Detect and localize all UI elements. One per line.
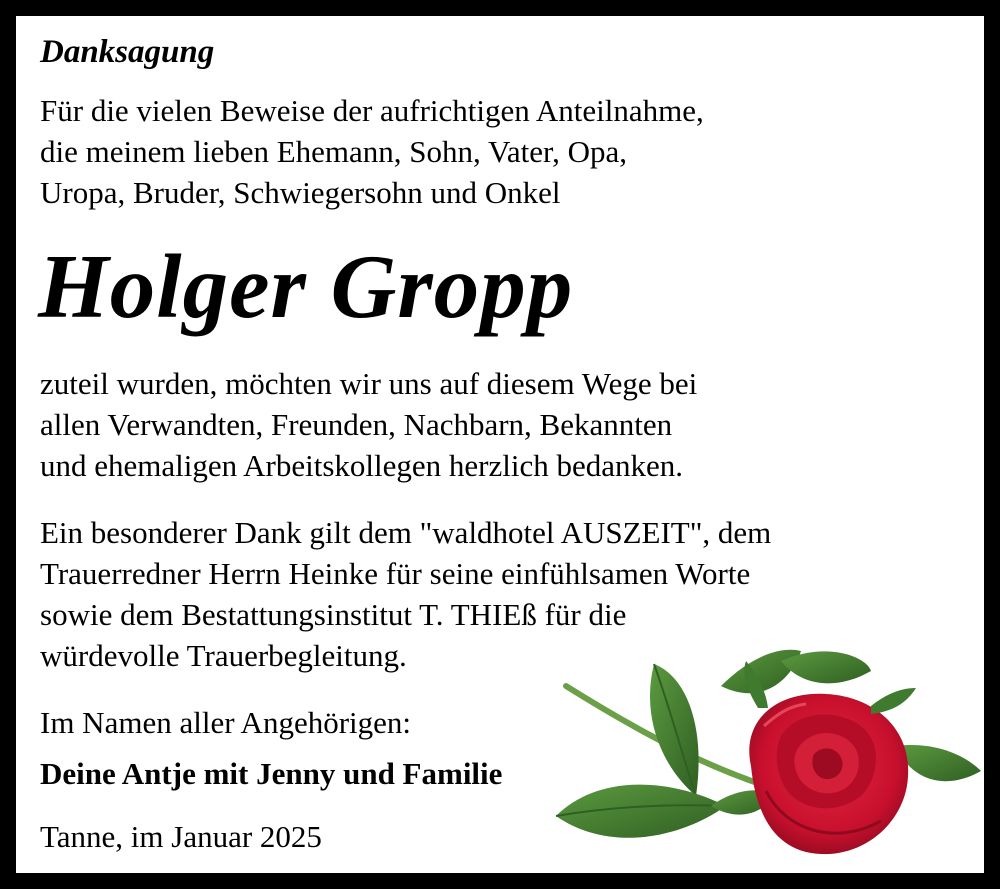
special-thanks-line: Trauerredner Herrn Heinke für seine einfühlsamen Worte	[40, 556, 751, 591]
signature: Deine Antje mit Jenny und Familie	[40, 756, 503, 791]
thanks-line: allen Verwandten, Freunden, Nachbarn, Bekannten	[40, 407, 673, 442]
deceased-name: Holger Gropp	[38, 236, 574, 337]
notice-heading: Danksagung	[40, 34, 215, 70]
closing-line: Im Namen aller Angehörigen:	[40, 705, 412, 740]
intro-line: Uropa, Bruder, Schwiegersohn und Onkel	[40, 175, 561, 210]
special-thanks-line: würdevolle Trauerbegleitung.	[40, 638, 407, 673]
thanks-paragraph	[40, 363, 697, 486]
special-thanks-line: sowie dem Bestattungsinstitut T. THIEß für die	[40, 597, 627, 632]
red-rose-icon	[536, 616, 996, 876]
place-date: Tanne, im Januar 2025	[40, 819, 322, 854]
thanks-line: zuteil wurden, möchten wir uns auf diesem Wege bei	[40, 366, 698, 401]
thanks-line: und ehemaligen Arbeitskollegen herzlich bedanken.	[40, 448, 684, 483]
intro-line: Für die vielen Beweise der aufrichtigen Anteilnahme,	[40, 93, 704, 128]
intro-line: die meinem lieben Ehemann, Sohn, Vater, Opa,	[40, 134, 628, 169]
special-thanks-line: Ein besonderer Dank gilt dem "waldhotel AUSZEIT", dem	[40, 515, 772, 550]
intro-paragraph	[40, 90, 704, 213]
